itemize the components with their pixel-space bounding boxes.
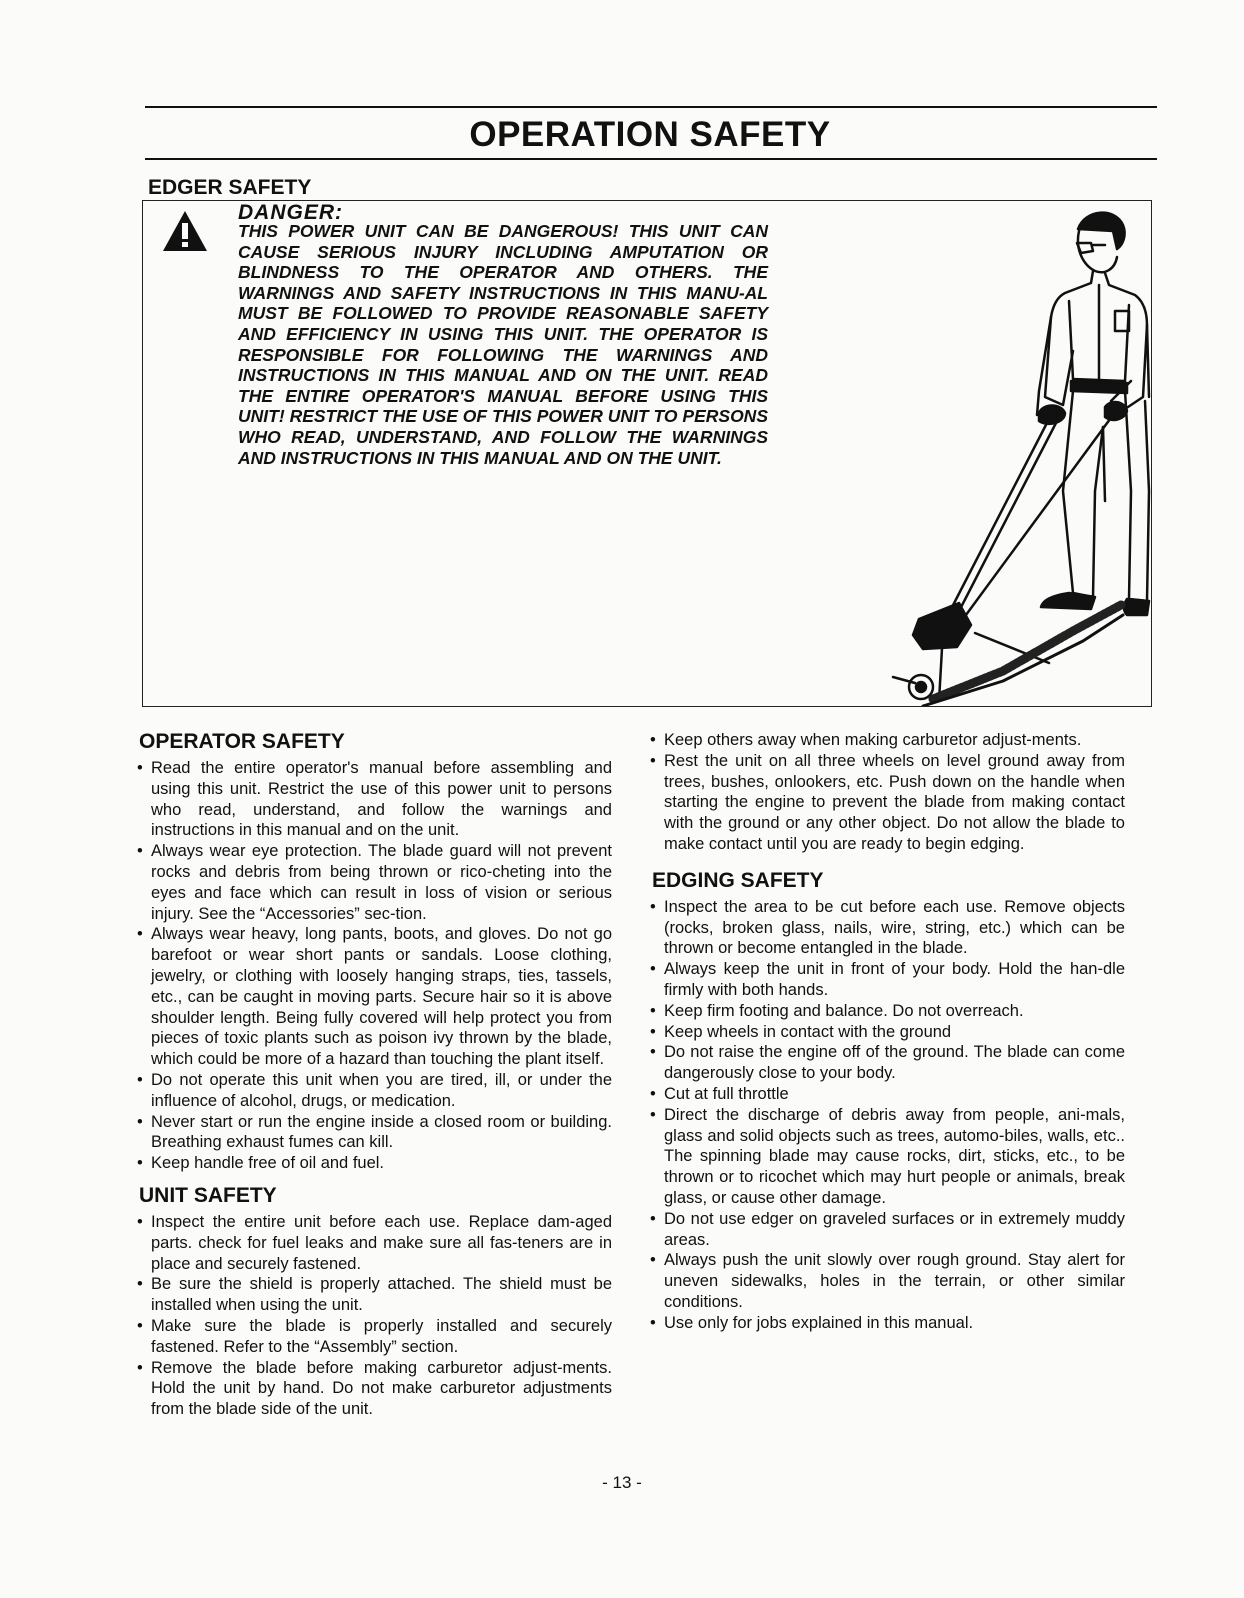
left-column — [137, 730, 612, 1430]
list-item: • Keep handle free of oil and fuel. — [137, 1153, 612, 1174]
right-column — [650, 730, 1125, 1344]
page-title: OPERATION SAFETY — [469, 115, 831, 154]
list-item: • Read the entire operator's manual before assembling and using this unit. Restrict the use of this power unit to persons who read, understand, and follow the warnings and instructions in this manual and on the unit. — [137, 758, 612, 841]
list-item: • Keep firm footing and balance. Do not overreach. — [650, 1001, 1125, 1022]
list-item: • Always wear heavy, long pants, boots, and gloves. Do not go barefoot or wear short pants or sandals. Loose clothing, jewelry, or clothing with loosely hanging straps, ties, tassels, etc., can be caught in moving parts. Secure hair so it is above shoulder length. Being fully covered will help protect you from pieces of toxic plants such as poison ivy thrown by the blade, which could be more of a hazard than touching the plant itself. — [137, 924, 612, 1070]
danger-label: DANGER: — [238, 201, 343, 224]
edger-safety-heading: EDGER SAFETY — [148, 176, 312, 199]
list-item: • Be sure the shield is properly attached. The shield must be installed when using the unit. — [137, 1274, 612, 1316]
title-underline — [145, 158, 1157, 160]
list-item: • Direct the discharge of debris away from people, ani-mals, glass and solid objects such as trees, automo-biles, walls, etc.. The spinning blade may cause rocks, dirt, sticks, etc., to be thrown or to ricochet which may hurt people or animals, break glass, or cause other damage. — [650, 1105, 1125, 1209]
list-item: • Do not operate this unit when you are tired, ill, or under the influence of alcohol, drugs, or medication. — [137, 1070, 612, 1112]
list-item: • Inspect the entire unit before each use. Replace dam-aged parts. check for fuel leaks and make sure all fas-teners are in place and securely fastened. — [137, 1212, 612, 1274]
unit-safety-continued-list — [650, 730, 1125, 855]
list-item: • Do not use edger on graveled surfaces or in extremely muddy areas. — [650, 1209, 1125, 1251]
list-item: • Inspect the area to be cut before each use. Remove objects (rocks, broken glass, nails, wire, string, etc.) which can be thrown or become entangled in the blade. — [650, 897, 1125, 959]
edging-safety-heading: EDGING SAFETY — [652, 868, 824, 892]
edger-operator-illustration — [743, 201, 1151, 706]
list-item: • Remove the blade before making carburetor adjust-ments. Hold the unit by hand. Do not make carburetor adjustments from the blade side of the unit. — [137, 1358, 612, 1420]
top-rule — [145, 106, 1157, 108]
page-number: - 13 - — [602, 1473, 642, 1492]
danger-text: THIS POWER UNIT CAN BE DANGEROUS! THIS UNIT CAN CAUSE SERIOUS INJURY INCLUDING AMPUTATION OR BLINDNESS TO THE OPERATOR AND OTHERS. THE WARNINGS AND SAFETY INSTRUCTIONS IN THIS MANU-AL MUST BE FOLLOWED TO PROVIDE REASONABLE SAFETY AND EFFICIENCY IN USING THIS UNIT. THE OPERATOR IS RESPONSIBLE FOR FOLLOWING THE WARNINGS AND INSTRUCTIONS IN THIS MANUAL AND ON THE UNIT. READ THE ENTIRE OPERATOR'S MANUAL BEFORE USING THIS UNIT! RESTRICT THE USE OF THIS POWER UNIT TO PERSONS WHO READ, UNDERSTAND, AND FOLLOW THE WARNINGS AND INSTRUCTIONS IN THIS MANUAL AND ON THE UNIT. — [238, 221, 768, 468]
list-item: • Always keep the unit in front of your body. Hold the han-dle firmly with both hands. — [650, 959, 1125, 1001]
list-item: • Rest the unit on all three wheels on level ground away from trees, bushes, onlookers, etc. Push down on the handle when starting the engine to prevent the blade from making contact with the ground or any other object. Do not allow the blade to make contact until you are ready to begin edging. — [650, 751, 1125, 855]
list-item: • Always wear eye protection. The blade guard will not prevent rocks and debris from being thrown or rico-cheting into the eyes and face which can result in loss of vision or serious injury. See the “Accessories” sec-tion. — [137, 841, 612, 924]
list-item: • Cut at full throttle — [650, 1084, 1125, 1105]
edging-safety-list — [650, 897, 1125, 1334]
list-item: • Keep wheels in contact with the ground — [650, 1022, 1125, 1043]
operator-safety-heading: OPERATOR SAFETY — [139, 730, 345, 753]
list-item: • Never start or run the engine inside a closed room or building. Breathing exhaust fumes can kill. — [137, 1112, 612, 1154]
list-item: • Do not raise the engine off of the ground. The blade can come dangerously close to your body. — [650, 1042, 1125, 1084]
warning-triangle-icon — [161, 209, 209, 253]
danger-box — [142, 200, 1152, 707]
unit-safety-heading: UNIT SAFETY — [139, 1183, 277, 1207]
list-item: • Make sure the blade is properly installed and securely fastened. Refer to the “Assembly” section. — [137, 1316, 612, 1358]
unit-safety-list — [137, 1212, 612, 1420]
list-item: • Always push the unit slowly over rough ground. Stay alert for uneven sidewalks, holes in the terrain, or other similar conditions. — [650, 1250, 1125, 1312]
list-item: • Use only for jobs explained in this manual. — [650, 1313, 1125, 1334]
operator-safety-list — [137, 758, 612, 1174]
list-item: • Keep others away when making carburetor adjust-ments. — [650, 730, 1125, 751]
